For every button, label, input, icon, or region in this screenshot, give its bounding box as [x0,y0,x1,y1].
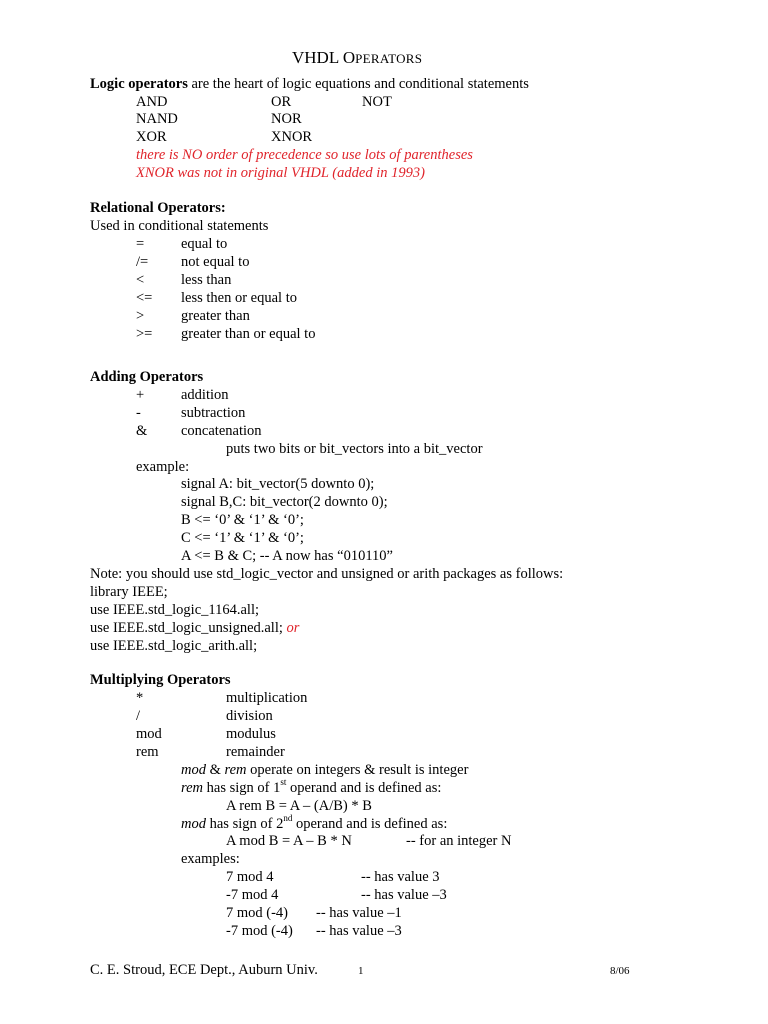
mod-sign-text: has sign of 2 [205,816,284,832]
multiplying-symbol: * [136,690,144,706]
example-comment: -- has value –3 [361,887,447,903]
relational-heading: Relational Operators: [90,200,226,216]
mod-definition: A mod B = A – B * N [226,833,352,849]
logic-intro [90,75,529,93]
rem-sign-note [181,779,441,797]
adding-desc: subtraction [181,405,246,421]
use-line-unsigned-text: use IEEE.std_logic_unsigned.all; [90,620,287,636]
example-expr: 7 mod 4 [226,869,274,885]
mod-definition-comment: -- for an integer N [406,833,512,849]
relational-desc: not equal to [181,254,250,270]
rem-term: rem [224,762,247,778]
relational-desc: less than [181,272,232,288]
relational-desc: greater than [181,308,250,324]
use-line-arith: use IEEE.std_logic_arith.all; [90,638,258,654]
package-note: Note: you should use std_logic_vector and unsigned or arith packages as follows: [90,566,564,582]
adding-desc: concatenation [181,423,262,439]
mod-sign-text-end: operand and is defined as: [292,816,448,832]
logic-heading: Logic operators [90,76,188,92]
code-line: A <= B & C; -- A now has “010110” [181,548,393,564]
multiplying-desc: remainder [226,744,285,760]
logic-op-nor: NOR [271,111,302,127]
relational-symbol: <= [136,290,153,306]
footer-author: C. E. Stroud, ECE Dept., Auburn Univ. [90,962,318,978]
ordinal-suffix: st [280,777,287,788]
relational-symbol: > [136,308,145,324]
multiplying-symbol: / [136,708,141,724]
mod-term: mod [181,816,206,832]
examples-label: examples: [181,851,240,867]
relational-desc: equal to [181,236,228,252]
relational-intro: Used in conditional statements [90,218,269,234]
example-expr: -7 mod (-4) [226,923,293,939]
adding-symbol: + [136,387,145,403]
ampersand: & [205,762,225,778]
logic-op-xor: XOR [136,129,167,145]
xnor-note: XNOR was not in original VHDL (added in 1993) [136,165,425,181]
multiplying-desc: division [226,708,273,724]
multiplying-symbol: mod [136,726,162,742]
relational-symbol: < [136,272,145,288]
multiplying-desc: multiplication [226,690,308,706]
footer-date: 8/06 [610,965,630,977]
rem-definition: A rem B = A – (A/B) * B [226,798,372,814]
adding-symbol: - [136,405,141,421]
use-line-1164: use IEEE.std_logic_1164.all; [90,602,260,618]
relational-desc: less then or equal to [181,290,297,306]
logic-op-or: OR [271,94,292,110]
code-line: signal B,C: bit_vector(2 downto 0); [181,494,388,510]
code-line: B <= ‘0’ & ‘1’ & ‘0’; [181,512,304,528]
library-line: library IEEE; [90,584,168,600]
logic-op-xnor: XNOR [271,129,313,145]
example-comment: -- has value –1 [316,905,402,921]
logic-op-not: NOT [362,94,392,110]
relational-symbol: = [136,236,145,252]
example-expr: 7 mod (-4) [226,905,289,921]
relational-symbol: >= [136,326,153,342]
example-expr: -7 mod 4 [226,887,279,903]
rem-sign-text: has sign of 1 [203,780,281,796]
rem-term: rem [181,780,204,796]
adding-heading: Adding Operators [90,369,204,385]
mod-term: mod [181,762,206,778]
or-keyword: or [286,620,300,636]
example-comment: -- has value –3 [316,923,402,939]
multiplying-symbol: rem [136,744,159,760]
multiplying-desc: modulus [226,726,276,742]
precedence-note: there is NO order of precedence so use lots of parentheses [136,147,473,163]
footer-page-number: 1 [358,965,364,977]
multiplying-heading: Multiplying Operators [90,672,231,688]
code-line: C <= ‘1’ & ‘1’ & ‘0’; [181,530,304,546]
relational-symbol: /= [136,254,149,270]
example-label: example: [136,459,190,475]
logic-intro-text: are the heart of logic equations and conditional statements [187,76,529,92]
example-comment: -- has value 3 [361,869,440,885]
use-line-unsigned [90,619,299,637]
code-line: signal A: bit_vector(5 downto 0); [181,476,375,492]
concat-note: puts two bits or bit_vectors into a bit_vector [226,441,483,457]
page-title [292,49,422,68]
adding-symbol: & [136,423,148,439]
logic-op-and: AND [136,94,168,110]
rem-sign-text-end: operand and is defined as: [286,780,442,796]
title-smallcaps: PERATORS [355,51,423,66]
adding-desc: addition [181,387,229,403]
mod-sign-note [181,815,447,833]
ordinal-suffix: nd [283,813,293,824]
relational-desc: greater than or equal to [181,326,316,342]
mod-rem-note [181,761,468,779]
title-main: VHDL O [292,48,356,67]
logic-op-nand: NAND [136,111,178,127]
mod-rem-note-text: operate on integers & result is integer [246,762,469,778]
